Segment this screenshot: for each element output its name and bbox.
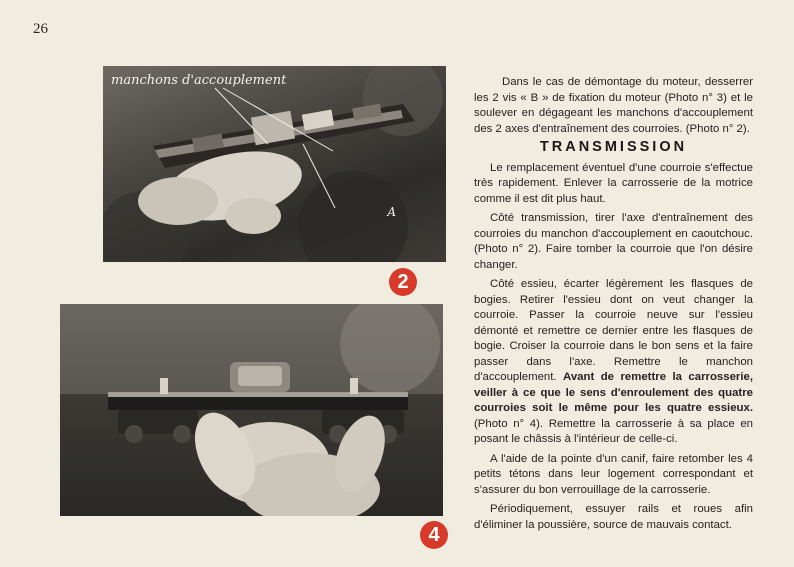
axle-side-text-end: (Photo n° 4). Remettre la carrosserie à sa place en posant le châssis à l'intérieur de celle-ci. [474,417,753,445]
chassis-in-hand-illustration [103,66,446,262]
instruction-text-column [474,75,753,537]
photo-bogie-assembly [60,304,443,516]
photo-number-badge: 2 [389,268,417,296]
axle-side-text: Côté essieu, écarter légèrement les flasques de bogies. Retirer l'essieu dont on veut changer la courroie. Passer la courroie neuve sur l'essieu démonté et remettre ce dernier entre les flasques de bogie. Croiser la courroie dans le bon sens et la faire passer dans l'axe. Remettre le manchon d'accouplement. [474,278,753,383]
section-heading: TRANSMISSION [539,139,688,155]
photo-label-couplings: manchons d'accouplement [111,73,287,88]
photo-number-badge: 4 [420,521,448,549]
paragraph-belt-replacement: Le remplacement éventuel d'une courroie s'effectue très rapidement. Enlever la carrosserie de la motrice comme il est dit plus haut. [474,161,753,205]
page-number: 26 [33,21,48,37]
paragraph-maintenance: Périodiquement, essuyer rails et roues afin d'éliminer la poussière, source de mauvais contact. [474,503,753,531]
paragraph-axle-side [474,277,753,448]
photo-marker-a: A [387,205,396,219]
intro-paragraph: Dans le cas de démontage du moteur, desserrer les 2 vis « B » de fixation du moteur (Photo n° 3) et le soulever en dégageant les manchons d'accouplement des 2 axes d'entraînement des courroies. (Photo n° 2). [474,76,753,135]
photo-motor-chassis [103,66,446,262]
paragraph-transmission-side: Côté transmission, tirer l'axe d'entraînement des courroies du manchon d'accouplement en caoutchouc. (Photo n° 2). Faire tomber la courroie que l'on désire changer. [474,212,753,271]
bogie-in-hands-illustration [60,304,443,516]
paragraph-studs: A l'aide de la pointe d'un canif, faire retomber les 4 petits tétons dans leur logement correspondant et s'assurer du bon verrouillage de la carrosserie. [474,452,753,496]
axle-side-warning: Avant de remettre la carrosserie, veiller à ce que le sens d'enroulement des quatre courroies soit le même pour les quatre essieux. [474,371,754,414]
